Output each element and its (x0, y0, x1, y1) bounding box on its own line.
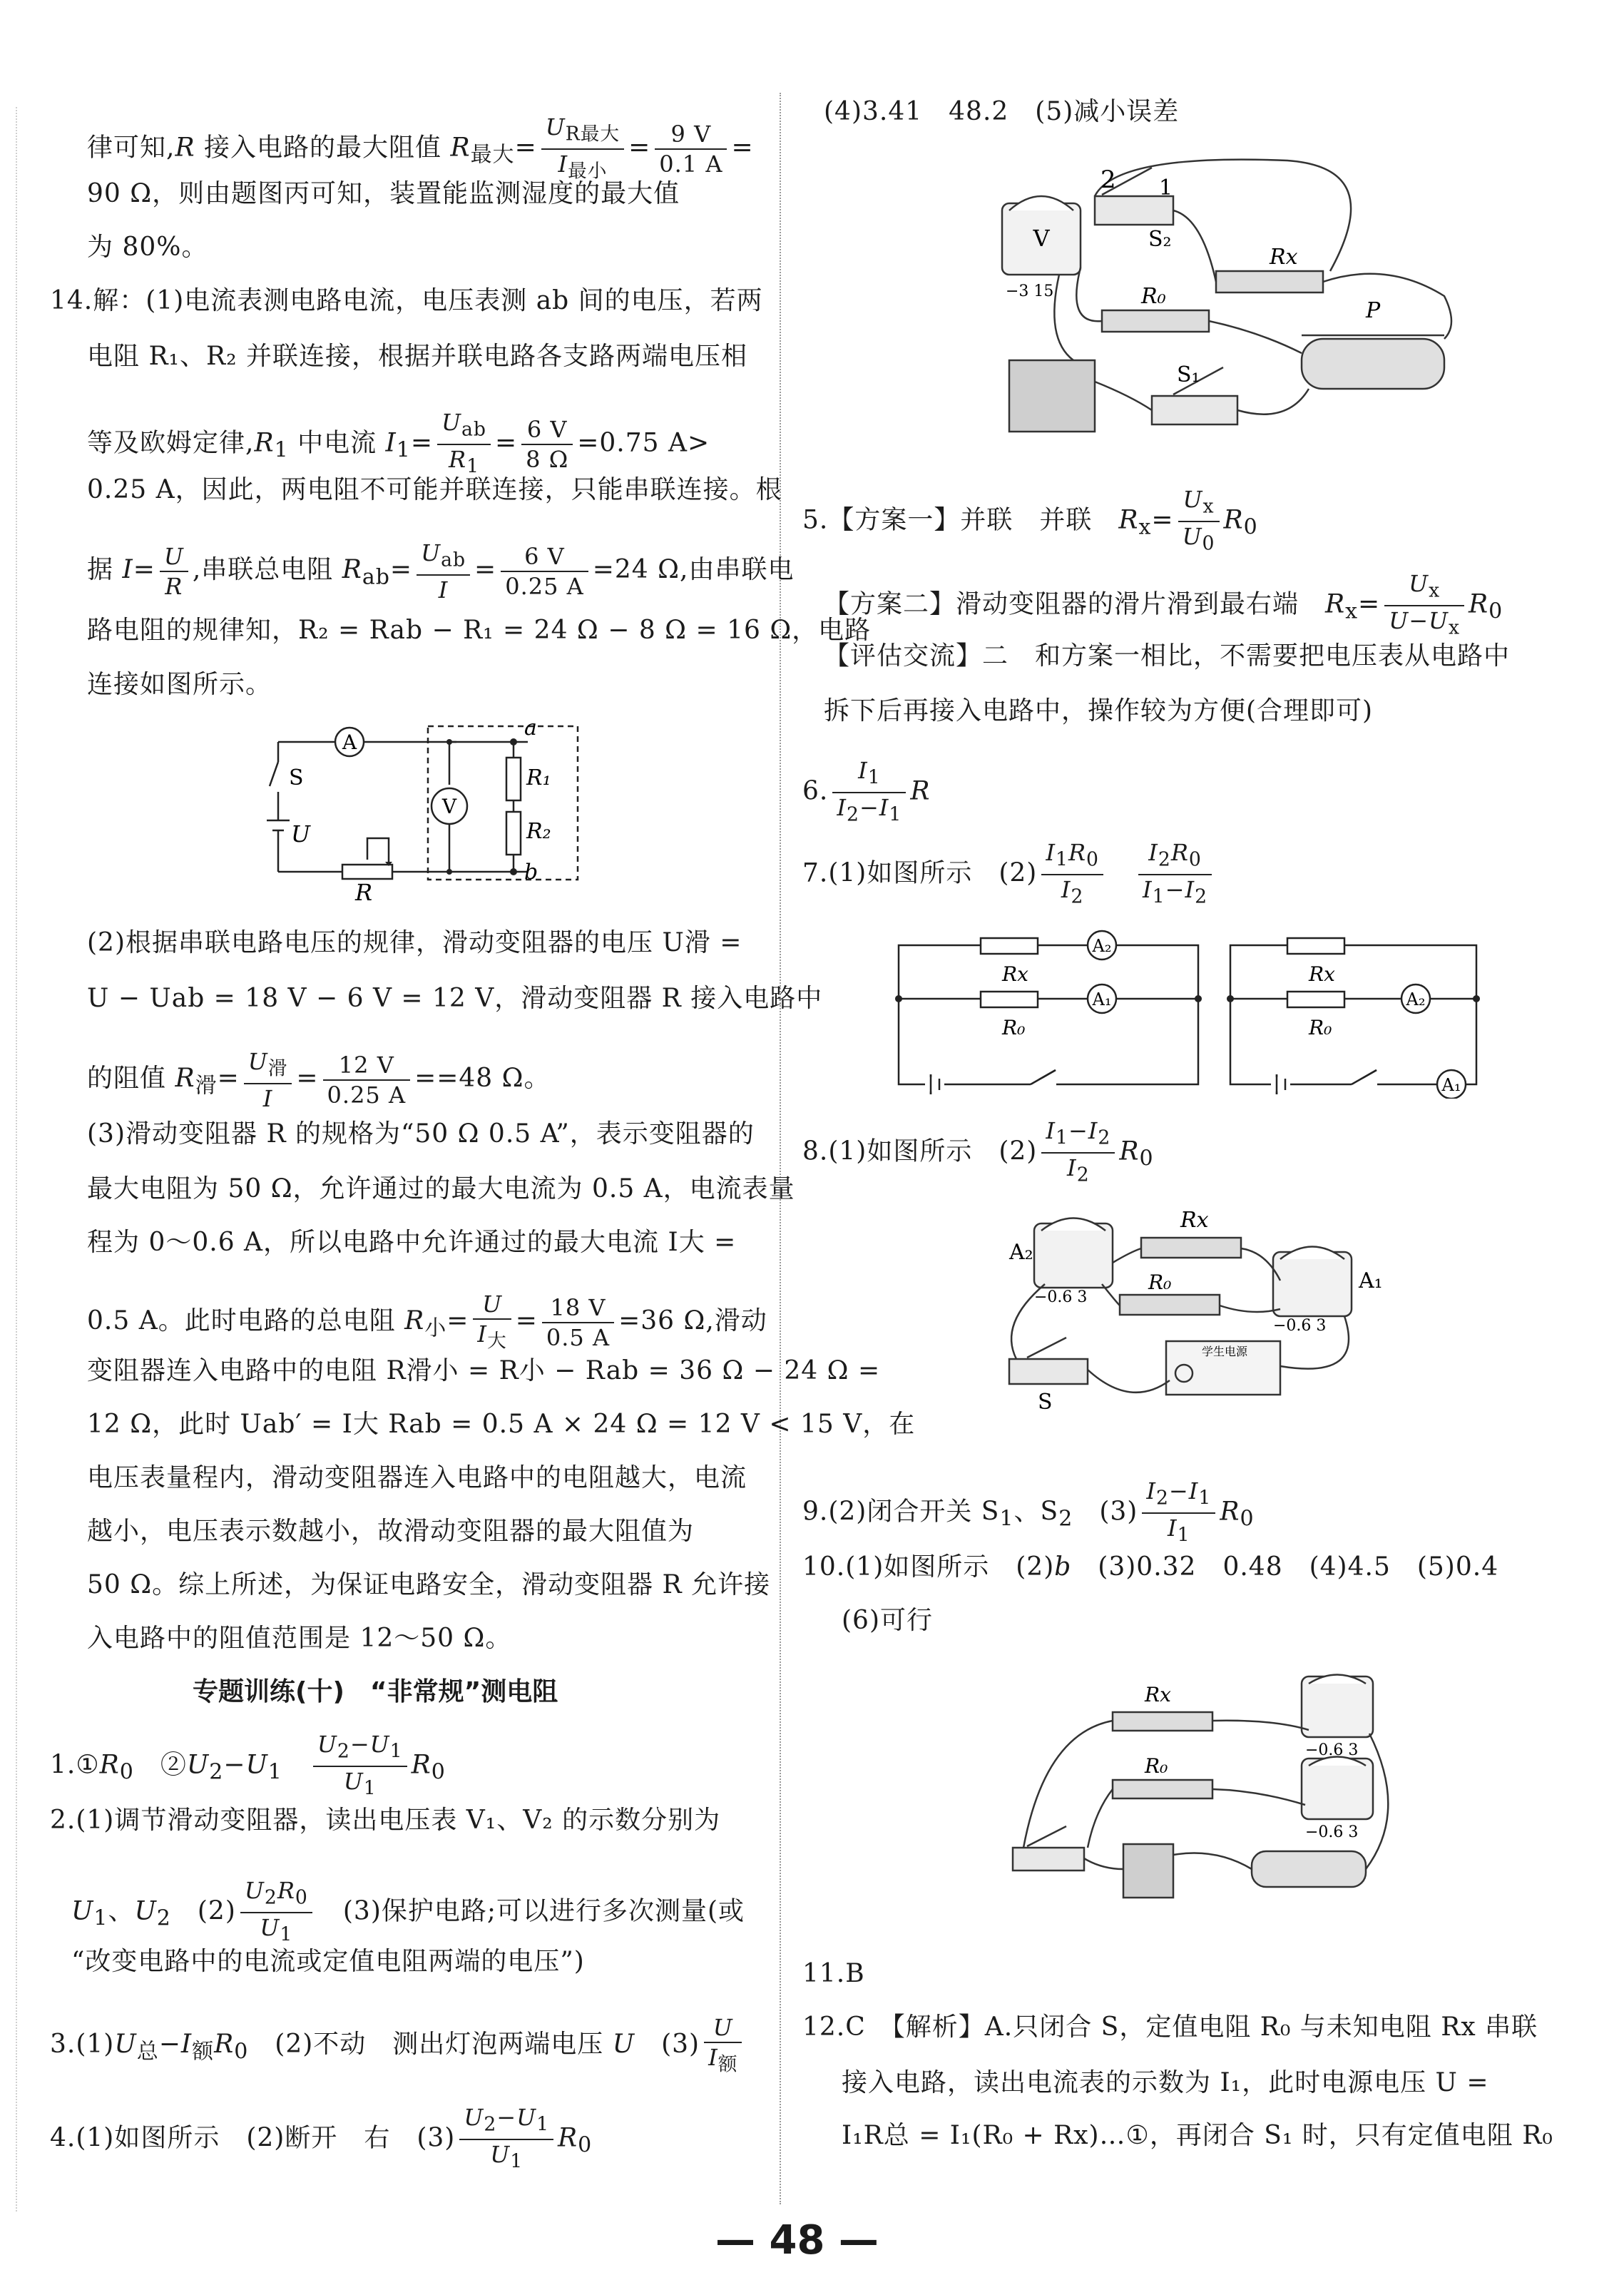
text-line: 连接如图所示。 (87, 670, 272, 699)
scale-label: −3 15 (1006, 283, 1054, 300)
text-line: I₁R总 = I₁(R₀ + Rx)…①，再闭合 S₁ 时，只有定值电阻 R₀ (842, 2121, 1553, 2150)
switch-label: S (1038, 1390, 1053, 1415)
psu-label: 学生电源 (1202, 1345, 1248, 1358)
scale-label-bottom: −0.6 3 (1305, 1823, 1359, 1841)
a2-label-right: A₂ (1406, 989, 1426, 1009)
r0-label: R₀ (1148, 1271, 1172, 1294)
circuit-diagrams-7 (888, 927, 1530, 1099)
rx-label-left: Rx (1002, 962, 1028, 986)
text-line: 入电路中的阻值范围是 12～50 Ω。 (87, 1624, 512, 1653)
text-line: 5.【方案一】并联 并联 $R_x=$ $\frac{U_x}{U_0}$ $R_0$ (802, 486, 1258, 555)
text-line: 90 Ω，则由题图丙可知，装置能监测湿度的最大值 (87, 179, 680, 208)
r0-label: R₀ (1141, 284, 1166, 309)
text-line: 为 80%。 (87, 233, 208, 262)
a1-label-left: A₁ (1092, 989, 1112, 1009)
text-line: 12.C 【解析】A.只闭合 S，定值电阻 R₀ 与未知电阻 Rx 串联 (802, 2012, 1538, 2042)
switch-pos-1: 1 (1159, 175, 1173, 200)
physical-circuit-4 (988, 153, 1487, 439)
a1-label-right: A₁ (1441, 1075, 1461, 1095)
s2-label: S₂ (1148, 227, 1172, 252)
text-line: 电阻 R₁、R₂ 并联连接，根据并联电路各支路两端电压相 (87, 342, 747, 371)
rx-label: Rx (1270, 245, 1298, 270)
text-line: 4.(1)如图所示 (2)断开 右 (3) $\frac{U_2-U_1}{U_1}$ $R_0$ (50, 2104, 593, 2173)
margin-line (16, 107, 17, 2212)
switch-pos-2: 2 (1100, 166, 1116, 194)
text-line: 50 Ω。综上所述，为保证电路安全，滑动变阻器 R 允许接 (87, 1570, 771, 1599)
a1-label: A₁ (1359, 1268, 1383, 1293)
ammeter-label: A (342, 731, 357, 754)
text-line: $3.(1)U_总-I_额R_0$ (2)不动 测出灯泡两端电压 U (3) $\frac{U}{I_额}$ (50, 2013, 746, 2079)
text-line: 最大电阻为 50 Ω，允许通过的最大电流为 0.5 A，电流表量 (87, 1174, 795, 1203)
rx-label-right: Rx (1309, 962, 1335, 986)
physical-circuit-8 (995, 1195, 1423, 1423)
text-line: 电压表量程内，滑动变阻器连入电路中的电阻越大，电流 (87, 1463, 747, 1492)
s1-label: S₁ (1177, 362, 1200, 387)
scale-label-a2: −0.6 3 (1034, 1288, 1088, 1306)
page-number: — 48 — (715, 2217, 879, 2264)
text-line: 变阻器连入电路中的电阻 R滑小 = R小 − Rab = 36 Ω − 24 Ω = (87, 1356, 881, 1385)
text-line: 6. $\frac{I_1}{I_2-I_1}$ R (802, 757, 931, 826)
text-line: 律可知,R 接入电路的最大阻值 $R_{最大}=$ $\frac{U_{R最大}}{I_{最小}}$ = $\frac{9 V}{0.1 A}$ = (87, 113, 754, 183)
text-line: 【评估交流】二 和方案一相比，不需要把电压表从电路中 (824, 641, 1511, 671)
text-line: 的阻值 $R_滑=$ $\frac{U_滑}{I}$ = $\frac{12 V}{0.25 A}$ ==48 Ω。 (87, 1048, 551, 1113)
text-line: 等及欧姆定律$,R_1$ 中电流 $I_1=$ $\frac{U_{ab}}{R_1}$ = $\frac{6 V}{8 \Omega}$ =0.75 A> (87, 409, 710, 478)
text-line: (2)根据串联电路电压的规律，滑动变阻器的电压 U滑 = (87, 928, 742, 957)
text-line: (3)滑动变阻器 R 的规格为“50 Ω 0.5 A”，表示变阻器的 (87, 1119, 755, 1149)
text-line: 7.(1)如图所示 (2) $\frac{I_1R_0}{I_2}$ $\frac{I_2R_0}{I_1-I_2}$ (802, 838, 1216, 912)
text-line: 0.25 A，因此，两电阻不可能并联连接，只能串联连接。根 (87, 475, 782, 504)
a2-label-left: A₂ (1092, 936, 1112, 956)
text-line: 拆下后再接入电路中，操作较为方便(合理即可) (824, 696, 1374, 726)
voltmeter-label: V (1033, 225, 1050, 252)
rx-label: Rx (1180, 1208, 1209, 1233)
text-line: 0.5 A。此时电路的总电阻 $R_小=$ $\frac{U}{I_大}$ = $\frac{18 V}{0.5 A}$ =36 Ω,滑动 (87, 1291, 767, 1353)
physical-circuit-10 (1002, 1669, 1430, 1905)
text-line: 路电阻的规律知，R₂ = Rab − R₁ = 24 Ω − 8 Ω = 16 Ω，电路 (87, 616, 872, 645)
column-divider (780, 93, 781, 2204)
text-line: (4)3.41 48.2 (5)减小误差 (824, 97, 1180, 126)
scale-label-a1: −0.6 3 (1273, 1317, 1327, 1335)
point-b-label: b (524, 860, 538, 885)
text-line: $U_1$、$U_2$ (2) $\frac{U_2R_0}{U_1}$ (3)保护电路;可以进行多次测量(或 (71, 1877, 745, 1946)
text-line: 程为 0～0.6 A，所以电路中允许通过的最大电流 I大 = (87, 1228, 737, 1257)
point-a-label: a (524, 716, 537, 740)
circuit-diagram-14 (257, 713, 592, 906)
scale-label-top: −0.6 3 (1305, 1741, 1359, 1759)
rheostat-label: R (355, 879, 373, 906)
a2-label: A₂ (1009, 1240, 1033, 1265)
r1-label: R₁ (526, 765, 551, 790)
text-line: 12 Ω，此时 Uab′ = I大 Rab = 0.5 A × 24 Ω = 12 V < 15 V，在 (87, 1410, 916, 1439)
text-line: $1.①R_0$ $②U_2-U_1$ $\frac{U_2-U_1}{U_1}$ $R_0$ (50, 1731, 446, 1800)
text-line: 接入电路，读出电流表的示数为 I₁，此时电源电压 U = (842, 2068, 1489, 2097)
voltmeter-label: V (441, 795, 457, 818)
text-line: 2.(1)调节滑动变阻器，读出电压表 V₁、V₂ 的示数分别为 (50, 1806, 721, 1835)
switch-label: S (289, 765, 304, 790)
rx-label: Rx (1145, 1683, 1171, 1706)
r2-label: R₂ (526, 819, 551, 844)
text-line: 9.(2)闭合开关 $S_1$、$S_2$ (3) $\frac{I_2-I_1}{I_1}$ $R_0$ (802, 1477, 1255, 1547)
text-line: (6)可行 (842, 1606, 933, 1635)
text-line: 越小，电压表示数越小，故滑动变阻器的最大阻值为 (87, 1517, 695, 1546)
r0-label: R₀ (1145, 1754, 1168, 1778)
text-line: 14.解：(1)电流表测电路电流，电压表测 ab 间的电压，若两 (50, 286, 763, 315)
text-line: 10.(1)如图所示 (2)b (3)0.32 0.48 (4)4.5 (5)0.4 (802, 1552, 1499, 1582)
text-line: “改变电路中的电流或定值电阻两端的电压”) (71, 1947, 585, 1976)
source-label: U (291, 820, 310, 848)
text-line: 8.(1)如图所示 (2) $\frac{I_1-I_2}{I_2}$ $R_0$ (802, 1117, 1154, 1186)
text-line: 【方案二】滑动变阻器的滑片滑到最右端 $R_x=$ $\frac{U_x}{U-U_x}$ $R_0$ (824, 570, 1503, 639)
r0-label-right: R₀ (1309, 1016, 1332, 1039)
text-line: U − Uab = 18 V − 6 V = 12 V，滑动变阻器 R 接入电路中 (87, 984, 823, 1013)
slider-p-label: P (1366, 298, 1381, 323)
r0-label-left: R₀ (1002, 1016, 1026, 1039)
text-line: 据 I= $\frac{U}{R}$ ,串联总电阻 $R_{ab}=$ $\frac{U_{ab}}{I}$ = $\frac{6 V}{0.25 A}$ =24 Ω,由串联电 (87, 539, 795, 604)
text-line: 11.B (802, 1959, 865, 1988)
section-title: 专题训练(十) “非常规”测电阻 (193, 1677, 558, 1706)
